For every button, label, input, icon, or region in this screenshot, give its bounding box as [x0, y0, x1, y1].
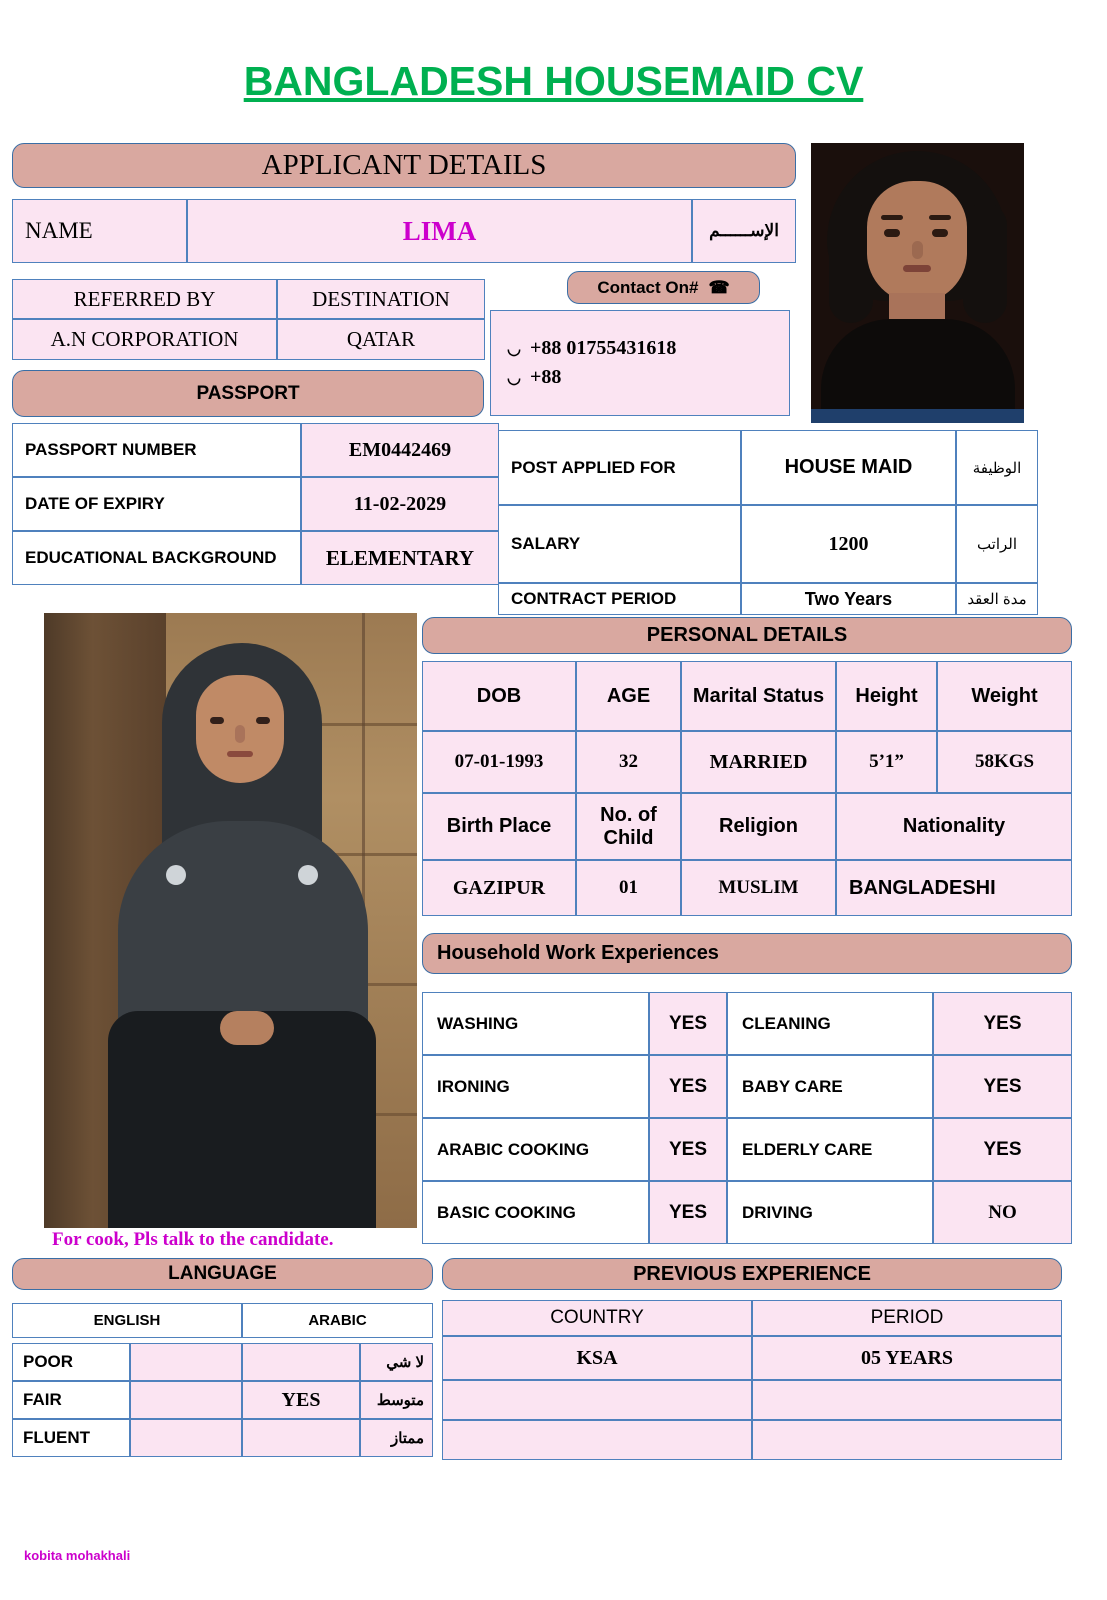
applicant-full-photo	[44, 613, 417, 1228]
household-label-arabic-cooking: ARABIC COOKING	[422, 1118, 649, 1181]
language-col-arabic: ARABIC	[242, 1303, 433, 1338]
prev-country-1: KSA	[442, 1336, 752, 1380]
salary-arabic: الراتب	[956, 505, 1038, 583]
applicant-details-header: APPLICANT DETAILS	[12, 143, 796, 188]
household-value-arabic-cooking: YES	[649, 1118, 727, 1181]
photo-eye-left	[884, 229, 900, 237]
contact-header	[567, 271, 760, 304]
passport-photo	[811, 143, 1024, 423]
name-label: NAME	[12, 199, 187, 263]
photo-eye-right	[932, 229, 948, 237]
photo-shoulders	[821, 319, 1015, 423]
photo-hair-right	[963, 203, 1007, 323]
household-value-basic-cooking: YES	[649, 1181, 727, 1244]
prev-period-3	[752, 1420, 1062, 1460]
marital-status-header: Marital Status	[681, 661, 836, 731]
language-arabic-fluent	[242, 1419, 360, 1457]
telephone-icon: ☎	[708, 277, 730, 297]
weight-header: Weight	[937, 661, 1072, 731]
language-level-fluent: FLUENT	[12, 1419, 130, 1457]
household-label-washing: WASHING	[422, 992, 649, 1055]
photo-hands	[220, 1011, 274, 1045]
salary-label: SALARY	[498, 505, 741, 583]
household-value-cleaning: YES	[933, 992, 1072, 1055]
household-label-cleaning: CLEANING	[727, 992, 933, 1055]
photo-brooch-left	[166, 865, 186, 885]
passport-header: PASSPORT	[12, 370, 484, 417]
post-applied-arabic: الوظيفة	[956, 430, 1038, 505]
educational-background-value: ELEMENTARY	[301, 531, 499, 585]
destination-value: QATAR	[277, 319, 485, 360]
birth-place-header: Birth Place	[422, 793, 576, 860]
photo-brooch-right	[298, 865, 318, 885]
name-value: LIMA	[187, 199, 692, 263]
post-applied-value: HOUSE MAID	[741, 430, 956, 505]
contact-numbers	[490, 310, 790, 416]
phone-row	[507, 366, 789, 389]
language-level-poor: POOR	[12, 1343, 130, 1381]
referred-by-label: REFERRED BY	[12, 279, 277, 319]
household-label-baby-care: BABY CARE	[727, 1055, 933, 1118]
household-work-header: Household Work Experiences	[422, 933, 1072, 974]
contract-period-label: CONTRACT PERIOD	[498, 583, 741, 615]
age-header: AGE	[576, 661, 681, 731]
salary-value: 1200	[741, 505, 956, 583]
personal-details-header: PERSONAL DETAILS	[422, 617, 1072, 654]
educational-background-label: EDUCATIONAL BACKGROUND	[12, 531, 301, 585]
religion-value: MUSLIM	[681, 860, 836, 916]
page-title: BANGLADESH HOUSEMAID CV	[243, 58, 864, 104]
number-of-children-header: No. of Child	[576, 793, 681, 860]
contact-header-label: Contact On#	[597, 277, 699, 297]
photo-nose	[235, 725, 245, 743]
marital-status-value: MARRIED	[681, 731, 836, 793]
height-value: 5’1”	[836, 731, 937, 793]
contract-period-value: Two Years	[741, 583, 956, 615]
prev-country-3	[442, 1420, 752, 1460]
religion-header: Religion	[681, 793, 836, 860]
contract-period-arabic: مدة العقد	[956, 583, 1038, 615]
language-header: LANGUAGE	[12, 1258, 433, 1290]
household-value-baby-care: YES	[933, 1055, 1072, 1118]
prev-period-2	[752, 1380, 1062, 1420]
referred-by-value: A.N CORPORATION	[12, 319, 277, 360]
photo-bottom-strip	[811, 409, 1024, 423]
phone-row	[507, 337, 789, 360]
phone-number: +88 01755431618	[529, 337, 677, 359]
language-arabic-poor	[242, 1343, 360, 1381]
phone-icon: ◡	[507, 369, 521, 387]
household-label-ironing: IRONING	[422, 1055, 649, 1118]
height-header: Height	[836, 661, 937, 731]
passport-number-label: PASSPORT NUMBER	[12, 423, 301, 477]
household-label-basic-cooking: BASIC COOKING	[422, 1181, 649, 1244]
date-of-expiry-label: DATE OF EXPIRY	[12, 477, 301, 531]
date-of-expiry-value: 11-02-2029	[301, 477, 499, 531]
household-label-elderly-care: ELDERLY CARE	[727, 1118, 933, 1181]
phone-icon: ◡	[507, 340, 521, 358]
post-applied-label: POST APPLIED FOR	[498, 430, 741, 505]
cook-note: For cook, Pls talk to the candidate.	[52, 1229, 334, 1250]
dob-header: DOB	[422, 661, 576, 731]
name-label-arabic: الإســــــم	[692, 199, 796, 263]
prev-col-period: PERIOD	[752, 1300, 1062, 1336]
photo-mouth	[227, 751, 253, 757]
language-english-fair	[130, 1381, 242, 1419]
weight-value: 58KGS	[937, 731, 1072, 793]
language-english-fluent	[130, 1419, 242, 1457]
footer-note: kobita mohakhali	[24, 1548, 131, 1563]
phone-number: +88	[529, 366, 562, 388]
photo-mouth	[903, 265, 931, 272]
prev-col-country: COUNTRY	[442, 1300, 752, 1336]
number-of-children-value: 01	[576, 860, 681, 916]
prev-period-1: 05 YEARS	[752, 1336, 1062, 1380]
previous-experience-header: PREVIOUS EXPERIENCE	[442, 1258, 1062, 1290]
language-col-english: ENGLISH	[12, 1303, 242, 1338]
photo-eye-right	[256, 717, 270, 724]
photo-eyebrow-left	[881, 215, 903, 220]
language-arabic-label-poor: لا شي	[360, 1343, 433, 1381]
photo-eye-left	[210, 717, 224, 724]
household-value-elderly-care: YES	[933, 1118, 1072, 1181]
nationality-value: BANGLADESHI	[836, 860, 1072, 916]
destination-label: DESTINATION	[277, 279, 485, 319]
passport-number-value: EM0442469	[301, 423, 499, 477]
photo-nose	[912, 241, 923, 259]
birth-place-value: GAZIPUR	[422, 860, 576, 916]
language-english-poor	[130, 1343, 242, 1381]
household-value-washing: YES	[649, 992, 727, 1055]
language-arabic-label-fair: متوسط	[360, 1381, 433, 1419]
household-value-ironing: YES	[649, 1055, 727, 1118]
language-arabic-label-fluent: ممتاز	[360, 1419, 433, 1457]
household-value-driving: NO	[933, 1181, 1072, 1244]
household-label-driving: DRIVING	[727, 1181, 933, 1244]
age-value: 32	[576, 731, 681, 793]
dob-value: 07-01-1993	[422, 731, 576, 793]
prev-country-2	[442, 1380, 752, 1420]
language-level-fair: FAIR	[12, 1381, 130, 1419]
photo-eyebrow-right	[929, 215, 951, 220]
language-arabic-fair: YES	[242, 1381, 360, 1419]
nationality-header: Nationality	[836, 793, 1072, 860]
